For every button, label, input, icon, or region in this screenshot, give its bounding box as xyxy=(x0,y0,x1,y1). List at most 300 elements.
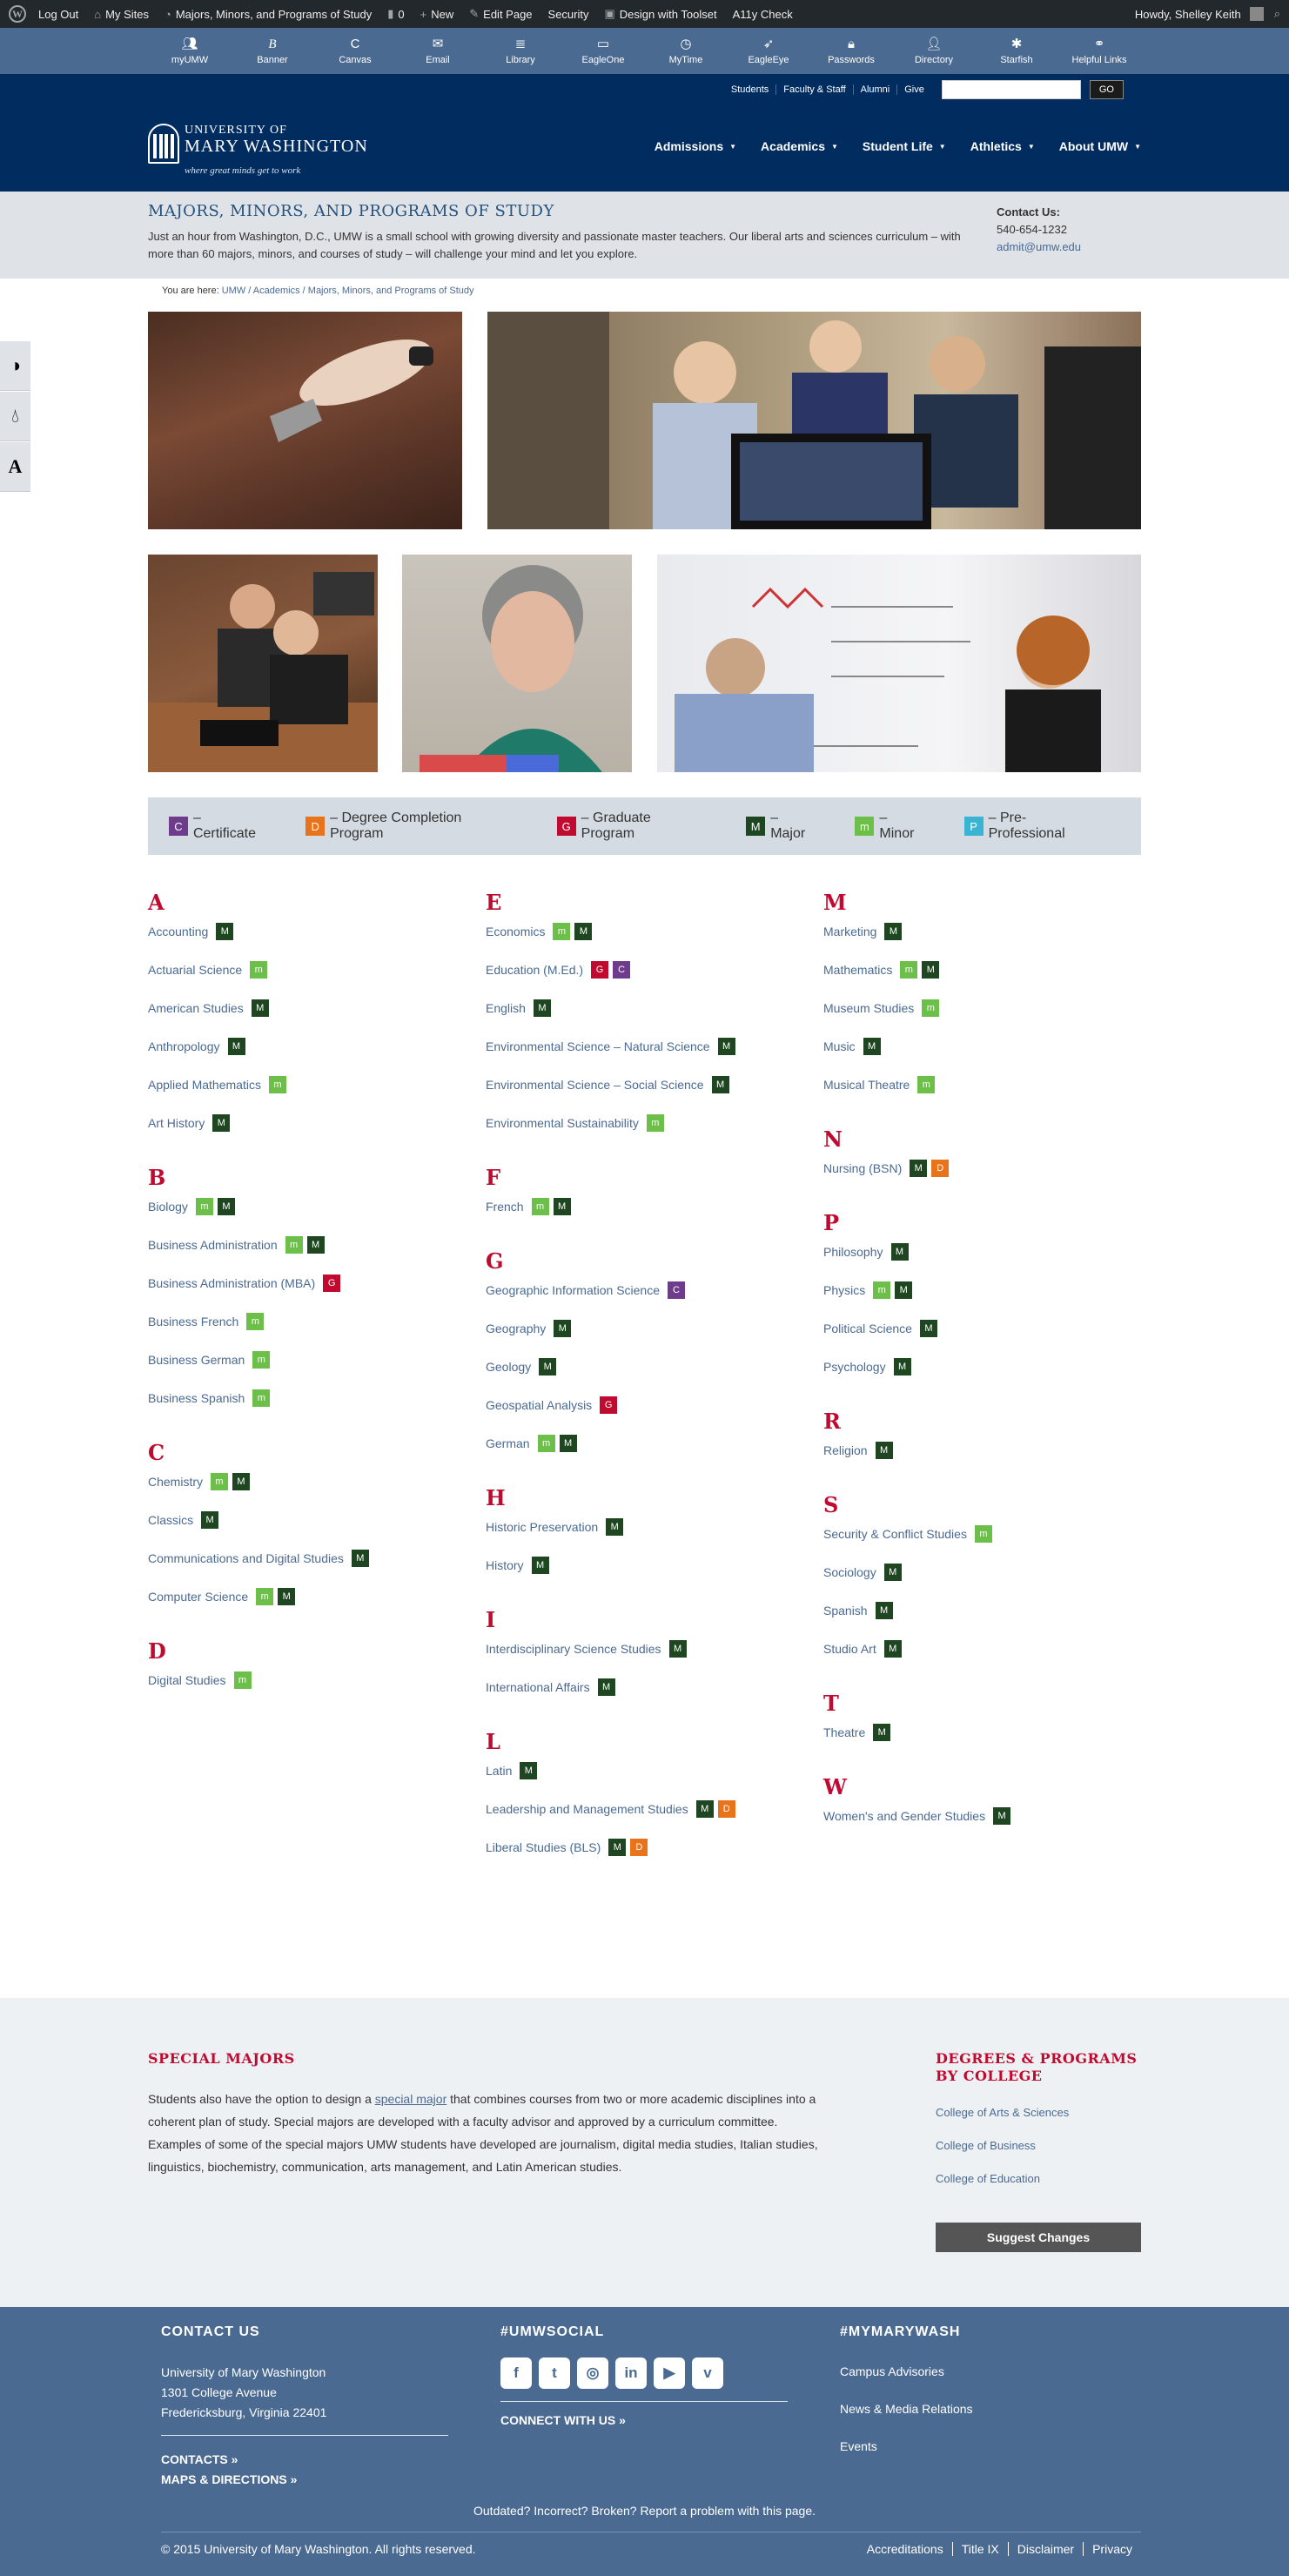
youtube-icon[interactable]: ▶ xyxy=(654,2357,685,2389)
badge-graduate: G xyxy=(323,1275,340,1292)
program-item xyxy=(486,1839,816,1887)
banner-icon: B xyxy=(268,37,277,51)
legal-links xyxy=(858,2542,1141,2556)
footer-mymarywash xyxy=(840,2324,1127,2475)
program-link[interactable]: Philosophy xyxy=(823,1245,883,1259)
badge-minor: m xyxy=(250,961,267,979)
letter-heading: C xyxy=(148,1440,165,1465)
badge-major: M xyxy=(712,1076,729,1093)
program-link[interactable]: Interdisciplinary Science Studies xyxy=(486,1642,661,1656)
breadcrumb xyxy=(162,286,474,296)
program-link[interactable]: Sociology xyxy=(823,1565,876,1579)
badge-pre-professional: P xyxy=(964,817,984,836)
toolset-icon: ▣ xyxy=(604,7,615,20)
students-tv-illustration xyxy=(487,312,1141,529)
admin-my-sites[interactable]: ⌂ My Sites xyxy=(94,7,149,21)
program-link[interactable]: English xyxy=(486,1001,526,1015)
page-title: MAJORS, MINORS, AND PROGRAMS OF STUDY xyxy=(148,202,554,220)
columns-logo-icon xyxy=(148,124,179,164)
nav-admissions[interactable]: Admissions ▼ xyxy=(654,139,737,153)
quicklink-helpful-links[interactable]: ⚭ Helpful Links xyxy=(1058,37,1141,65)
badge-minor: m xyxy=(855,817,874,836)
quicklink-mytime[interactable]: ◷ MyTime xyxy=(645,37,728,65)
breadcrumb-current: Majors, Minors, and Programs of Study xyxy=(307,286,474,296)
program-link[interactable]: Liberal Studies (BLS) xyxy=(486,1840,601,1854)
program-link[interactable]: Anthropology xyxy=(148,1039,220,1053)
report-problem-link[interactable]: Outdated? Incorrect? Broken? Report a problem with this page. xyxy=(473,2504,816,2518)
program-link[interactable]: Geography xyxy=(486,1322,547,1335)
letter-heading: I xyxy=(486,1607,496,1632)
admin-comments[interactable]: ▮ 0 xyxy=(387,7,405,21)
site-footer xyxy=(0,2307,1289,2576)
badge-minor: m xyxy=(252,1351,270,1369)
comment-icon: ▮ xyxy=(387,7,394,20)
program-link[interactable]: Women's and Gender Studies xyxy=(823,1809,986,1823)
badge-major: M xyxy=(352,1550,369,1567)
email-icon: ✉ xyxy=(432,36,444,51)
search-input[interactable] xyxy=(942,80,1081,99)
badge-major: M xyxy=(873,1724,890,1741)
admin-site-name[interactable]: ◔ Majors, Minors, and Programs of Study xyxy=(164,7,373,21)
badge-major: M xyxy=(218,1198,235,1215)
badge-degree-completion: D xyxy=(931,1160,949,1177)
photo-professor-portrait xyxy=(402,555,632,772)
breadcrumb-umw[interactable]: UMW xyxy=(221,286,246,296)
vimeo-icon[interactable]: v xyxy=(692,2357,723,2389)
footer-campus-advisories-link[interactable]: Campus Advisories xyxy=(840,2364,944,2378)
letter-heading: T xyxy=(823,1691,839,1716)
program-item xyxy=(148,1275,479,1313)
program-link[interactable]: Business Administration (MBA) xyxy=(148,1276,316,1290)
admin-avatar[interactable] xyxy=(1250,7,1264,21)
program-link[interactable]: Business German xyxy=(148,1353,245,1367)
admin-bar xyxy=(0,0,1289,28)
social-icons xyxy=(500,2357,788,2389)
badge-major: M xyxy=(746,817,765,836)
font-size-icon[interactable]: A xyxy=(0,442,30,492)
caret-down-icon: ▼ xyxy=(729,142,737,151)
eagle-icon: ➶ xyxy=(762,36,775,51)
page-intro: Just an hour from Washington, D.C., UMW is a small school with growing diversity and passionate master teachers. Our liberal arts and sciences curriculum – with more than 60 majors, minors, and courses of study – will challenge your mind and let you explore. xyxy=(148,230,961,260)
program-item xyxy=(486,1320,816,1358)
logo-line-1: UNIVERSITY OF xyxy=(185,124,287,137)
badge-minor: m xyxy=(269,1076,286,1093)
program-item xyxy=(486,999,816,1038)
badge-major: M xyxy=(718,1038,735,1055)
program-link[interactable]: Latin xyxy=(486,1764,513,1778)
program-link[interactable]: Theatre xyxy=(823,1725,866,1739)
program-item xyxy=(486,961,816,999)
program-link[interactable]: Museum Studies xyxy=(823,1001,915,1015)
computer-lab-illustration xyxy=(148,555,378,772)
program-item xyxy=(823,1038,1154,1076)
badge-major: M xyxy=(884,923,902,940)
program-legend xyxy=(148,797,1141,855)
badge-major: M xyxy=(212,1114,230,1132)
program-item xyxy=(823,1281,1154,1320)
program-link[interactable]: Actuarial Science xyxy=(148,963,243,977)
nav-academics[interactable]: Academics ▼ xyxy=(761,139,838,153)
quicklink-myumw[interactable]: 👥︎ myUMW xyxy=(149,37,232,65)
degrees-by-college xyxy=(936,2050,1145,2185)
footer-maps-link[interactable]: MAPS & DIRECTIONS » xyxy=(161,2472,298,2486)
badge-major: M xyxy=(228,1038,245,1055)
degrees-heading: DEGREES & PROGRAMS BY COLLEGE xyxy=(936,2050,1138,2084)
college-education-link[interactable]: College of Education xyxy=(936,2172,1040,2185)
program-link[interactable]: Spanish xyxy=(823,1604,868,1618)
badge-major: M xyxy=(876,1442,893,1459)
letter-heading: D xyxy=(148,1638,166,1664)
program-link[interactable]: Leadership and Management Studies xyxy=(486,1802,688,1816)
starfish-icon: ✱ xyxy=(1010,36,1023,51)
privacy-link[interactable]: Privacy xyxy=(1083,2542,1141,2556)
footer-social-heading: #UMWSOCIAL xyxy=(500,2324,605,2339)
badge-major: M xyxy=(554,1320,571,1337)
clock-icon: ◷ xyxy=(680,36,692,51)
letter-heading: R xyxy=(823,1409,841,1434)
letter-heading: B xyxy=(148,1165,166,1190)
special-majors xyxy=(148,2050,827,2178)
page-header xyxy=(0,192,1289,279)
program-column-3 xyxy=(823,888,1154,1856)
search-go-button[interactable]: GO xyxy=(1090,80,1124,99)
program-item xyxy=(823,1564,1154,1602)
accreditations-link[interactable]: Accreditations xyxy=(866,2542,943,2556)
program-item xyxy=(148,1038,479,1076)
caret-down-icon: ▼ xyxy=(1134,142,1141,151)
quicklink-directory[interactable]: 👤︎ Directory xyxy=(893,37,976,65)
quicklink-canvas[interactable]: C Canvas xyxy=(314,37,397,65)
program-link[interactable]: Geology xyxy=(486,1360,532,1374)
badge-major: M xyxy=(539,1358,556,1375)
program-item xyxy=(823,1160,1154,1208)
nav-athletics[interactable]: Athletics ▼ xyxy=(970,139,1035,153)
program-item xyxy=(823,1602,1154,1640)
pencil-icon: ✎ xyxy=(469,7,480,20)
house-icon: ⌂ xyxy=(94,7,102,21)
program-link[interactable]: Education (M.Ed.) xyxy=(486,963,584,977)
college-arts-sciences-link[interactable]: College of Arts & Sciences xyxy=(936,2106,1070,2119)
badge-minor: m xyxy=(553,923,570,940)
footer-events-link[interactable]: Events xyxy=(840,2439,877,2453)
badge-major: M xyxy=(252,999,269,1017)
program-link[interactable]: Security & Conflict Studies xyxy=(823,1527,967,1541)
badge-major: M xyxy=(922,961,939,979)
program-item xyxy=(486,923,816,961)
program-link[interactable]: Chemistry xyxy=(148,1475,204,1489)
program-link[interactable]: Computer Science xyxy=(148,1590,249,1604)
program-item xyxy=(148,1671,479,1720)
program-link[interactable]: Mathematics xyxy=(823,963,893,977)
caret-down-icon: ▼ xyxy=(830,142,838,151)
special-majors-text: Students also have the option to design a special major that combines courses from two or more academic disciplines into a coherent plan of study. Special majors are developed with a faculty advisor and approved by a curriculum committee. Examples of some of the special majors UMW students have developed are journalism, digital media studies, Italian studies, linguistics, biochemistry, communication, arts management, and Latin American studies. xyxy=(148,2092,818,2174)
program-link[interactable]: Business Spanish xyxy=(148,1391,245,1405)
quicklink-eagleeye[interactable]: ➶ EagleEye xyxy=(728,37,810,65)
main-header xyxy=(0,104,1289,192)
canvas-icon: C xyxy=(350,36,360,51)
dashboard-icon: ◔ xyxy=(164,7,171,21)
copyright: © 2015 University of Mary Washington. All rights reserved. xyxy=(161,2542,476,2556)
suggest-changes-button[interactable]: Suggest Changes xyxy=(936,2223,1141,2252)
photo-computer-lab xyxy=(148,555,378,772)
special-major-link[interactable]: special major xyxy=(374,2092,447,2106)
contact-heading: Contact Us: xyxy=(997,205,1060,219)
program-link[interactable]: Business French xyxy=(148,1315,239,1328)
badge-minor: m xyxy=(246,1313,264,1330)
program-link[interactable]: Nursing (BSN) xyxy=(823,1161,903,1175)
program-item xyxy=(823,1640,1154,1689)
letter-heading: M xyxy=(823,890,847,915)
admin-a11y-check[interactable]: A11y Check xyxy=(732,7,793,21)
program-link[interactable]: International Affairs xyxy=(486,1680,590,1694)
legend-pre-professional: P – Pre-Professional xyxy=(964,810,1103,842)
program-link[interactable]: Musical Theatre xyxy=(823,1078,910,1092)
admin-howdy[interactable]: Howdy, Shelley Keith xyxy=(1134,7,1241,21)
photo-soil-sample xyxy=(148,312,462,529)
badge-major: M xyxy=(920,1320,937,1337)
books-icon: ≣ xyxy=(514,36,527,51)
admin-new[interactable]: + New xyxy=(420,7,454,21)
badge-minor: m xyxy=(234,1671,252,1689)
program-item xyxy=(486,1396,816,1435)
linkedin-icon[interactable]: in xyxy=(615,2357,647,2389)
program-item xyxy=(148,1114,479,1163)
program-item xyxy=(823,1076,1154,1125)
program-link[interactable]: Physics xyxy=(823,1283,866,1297)
program-item xyxy=(486,1557,816,1605)
program-item xyxy=(486,1114,816,1163)
umw-logo[interactable] xyxy=(148,124,368,176)
professor-portrait-illustration xyxy=(402,555,632,772)
program-item xyxy=(148,1389,479,1438)
badge-major: M xyxy=(216,923,233,940)
program-item xyxy=(486,1762,816,1800)
footer-divider xyxy=(500,2401,788,2402)
program-link[interactable]: Studio Art xyxy=(823,1642,876,1656)
primary-nav xyxy=(630,139,1141,153)
footer-contacts-link[interactable]: CONTACTS » xyxy=(161,2452,238,2466)
photo-whiteboard xyxy=(657,555,1141,772)
wordpress-logo-icon[interactable]: W xyxy=(9,5,26,23)
badge-major: M xyxy=(606,1518,623,1536)
letter-heading: S xyxy=(823,1492,839,1517)
program-item xyxy=(148,923,479,961)
program-item xyxy=(823,961,1154,999)
program-link[interactable]: Environmental Sustainability xyxy=(486,1116,639,1130)
program-item xyxy=(148,1076,479,1114)
badge-graduate: G xyxy=(600,1396,617,1414)
program-item xyxy=(148,1588,479,1637)
utility-link-alumni[interactable]: Alumni xyxy=(854,84,898,95)
program-link[interactable]: Accounting xyxy=(148,925,209,938)
quicklink-starfish[interactable]: ✱ Starfish xyxy=(976,37,1058,65)
badge-major: M xyxy=(307,1236,325,1254)
breadcrumb-separator: / xyxy=(302,286,305,296)
photo-students-tv xyxy=(487,312,1141,529)
badge-major: M xyxy=(278,1588,295,1605)
program-item xyxy=(486,1678,816,1727)
program-link[interactable]: Religion xyxy=(823,1443,868,1457)
program-link[interactable]: Geospatial Analysis xyxy=(486,1398,593,1412)
title-ix-link[interactable]: Title IX xyxy=(952,2542,1008,2556)
letter-heading: N xyxy=(823,1127,843,1152)
program-item xyxy=(148,1351,479,1389)
program-link[interactable]: Communications and Digital Studies xyxy=(148,1551,344,1565)
program-item xyxy=(823,1243,1154,1281)
program-link[interactable]: Music xyxy=(823,1039,856,1053)
disclaimer-link[interactable]: Disclaimer xyxy=(1008,2542,1083,2556)
facebook-icon[interactable]: f xyxy=(500,2357,532,2389)
nav-student-life[interactable]: Student Life ▼ xyxy=(862,139,946,153)
program-link[interactable]: Marketing xyxy=(823,925,877,938)
breadcrumb-prefix: You are here: xyxy=(162,286,219,296)
drop-icon[interactable]: 💧︎ xyxy=(0,392,30,441)
twitter-icon[interactable]: t xyxy=(539,2357,570,2389)
footer-divider xyxy=(161,2435,448,2436)
program-link[interactable]: Applied Mathematics xyxy=(148,1078,261,1092)
program-item xyxy=(486,1800,816,1839)
program-link[interactable]: Biology xyxy=(148,1200,188,1214)
program-link[interactable]: Environmental Science – Natural Science xyxy=(486,1039,710,1053)
person-icon: 👤︎ xyxy=(925,36,943,51)
letter-heading: P xyxy=(823,1210,840,1235)
program-item xyxy=(486,1281,816,1320)
utility-link-give[interactable]: Give xyxy=(904,84,924,95)
admin-logout[interactable]: Log Out xyxy=(38,7,79,21)
footer-connect-link[interactable]: CONNECT WITH US » xyxy=(500,2413,626,2427)
badge-degree-completion: D xyxy=(305,817,325,836)
program-item xyxy=(148,1473,479,1511)
program-item xyxy=(486,1640,816,1678)
program-link[interactable]: Political Science xyxy=(823,1322,912,1335)
badge-minor: m xyxy=(975,1525,992,1543)
program-link[interactable]: German xyxy=(486,1436,530,1450)
breadcrumb-separator: / xyxy=(248,286,252,296)
badge-major: M xyxy=(598,1678,615,1696)
badge-major: M xyxy=(520,1762,537,1779)
college-business-link[interactable]: College of Business xyxy=(936,2139,1036,2152)
utility-link-students[interactable]: Students xyxy=(724,84,776,95)
badge-minor: m xyxy=(285,1236,303,1254)
program-link[interactable]: Psychology xyxy=(823,1360,886,1374)
badge-minor: m xyxy=(196,1198,213,1215)
letter-heading: A xyxy=(148,890,164,915)
contact-phone[interactable]: 540-654-1232 xyxy=(997,223,1067,236)
program-link[interactable]: History xyxy=(486,1558,524,1572)
people-icon: 👥︎ xyxy=(181,36,198,51)
legend-major: M – Major xyxy=(746,810,816,842)
badge-certificate: C xyxy=(613,961,630,979)
badge-minor: m xyxy=(538,1435,555,1452)
badge-major: M xyxy=(884,1564,902,1581)
badge-major: M xyxy=(894,1358,911,1375)
program-item xyxy=(486,1076,816,1114)
utility-link-faculty-staff[interactable]: Faculty & Staff xyxy=(776,84,853,95)
legend-graduate: G – Graduate Program xyxy=(557,810,708,842)
quicklink-eagleone[interactable]: ▭ EagleOne xyxy=(562,37,645,65)
program-link[interactable]: American Studies xyxy=(148,1001,244,1015)
search-icon[interactable]: ⌕ xyxy=(1273,7,1280,20)
footer-mymarywash-heading: #MYMARYWASH xyxy=(840,2324,961,2339)
contact-box xyxy=(997,204,1081,256)
admin-security[interactable]: Security xyxy=(547,7,589,21)
program-item xyxy=(148,1198,479,1236)
badge-minor: m xyxy=(256,1588,273,1605)
program-item xyxy=(823,1320,1154,1358)
program-item xyxy=(148,1236,479,1275)
letter-heading: W xyxy=(823,1774,847,1799)
program-item xyxy=(823,923,1154,961)
legend-certificate: C – Certificate xyxy=(169,810,267,842)
program-link[interactable]: Business Administration xyxy=(148,1238,278,1252)
utility-bar xyxy=(0,73,1289,104)
program-item xyxy=(823,1807,1154,1856)
program-link[interactable]: Art History xyxy=(148,1116,205,1130)
quicklink-email[interactable]: ✉ Email xyxy=(397,37,480,65)
admin-edit-page[interactable]: ✎ Edit Page xyxy=(469,7,533,21)
badge-certificate: C xyxy=(169,817,188,836)
program-item xyxy=(148,1313,479,1351)
badge-major: M xyxy=(895,1281,912,1299)
quicklink-library[interactable]: ≣ Library xyxy=(480,37,562,65)
badge-degree-completion: D xyxy=(630,1839,648,1856)
instagram-icon[interactable]: ◎ xyxy=(577,2357,608,2389)
plus-icon: + xyxy=(420,7,427,21)
program-link[interactable]: Economics xyxy=(486,925,546,938)
badge-major: M xyxy=(201,1511,218,1529)
logo-line-2: MARY WASHINGTON xyxy=(185,137,368,156)
badge-major: M xyxy=(534,999,551,1017)
breadcrumb-academics[interactable]: Academics xyxy=(252,286,300,296)
program-link[interactable]: Digital Studies xyxy=(148,1673,226,1687)
badge-graduate: G xyxy=(557,817,576,836)
badge-minor: m xyxy=(647,1114,664,1132)
program-item xyxy=(823,1525,1154,1564)
program-link[interactable]: Environmental Science – Social Science xyxy=(486,1078,704,1092)
legend-minor: m – Minor xyxy=(855,810,925,842)
quicklink-passwords[interactable]: 🔒︎ Passwords xyxy=(810,37,893,65)
program-link[interactable]: French xyxy=(486,1200,524,1214)
badge-major: M xyxy=(910,1160,927,1177)
badge-minor: m xyxy=(922,999,939,1017)
nav-about-umw[interactable]: About UMW ▼ xyxy=(1058,139,1141,153)
badge-certificate: C xyxy=(668,1281,685,1299)
quicklink-banner[interactable]: B Banner xyxy=(232,37,314,65)
program-link[interactable]: Classics xyxy=(148,1513,194,1527)
badge-major: M xyxy=(876,1602,893,1619)
program-item xyxy=(148,1511,479,1550)
admin-toolset[interactable]: ▣ Design with Toolset xyxy=(604,7,717,21)
program-link[interactable]: Geographic Information Science xyxy=(486,1283,660,1297)
program-item xyxy=(486,1358,816,1396)
badge-minor: m xyxy=(532,1198,549,1215)
program-link[interactable]: Historic Preservation xyxy=(486,1520,599,1534)
contrast-icon[interactable]: ◑ xyxy=(0,341,30,391)
contact-email[interactable]: admit@umw.edu xyxy=(997,240,1082,253)
caret-down-icon: ▼ xyxy=(1027,142,1035,151)
program-item xyxy=(823,1358,1154,1407)
letter-heading: F xyxy=(486,1165,501,1190)
soil-sample-illustration xyxy=(148,312,462,529)
letter-heading: E xyxy=(486,890,502,915)
program-item xyxy=(486,1435,816,1483)
program-column-1 xyxy=(148,888,479,1720)
badge-minor: m xyxy=(900,961,917,979)
program-item xyxy=(823,999,1154,1038)
footer-news-media-link[interactable]: News & Media Relations xyxy=(840,2402,973,2416)
badge-graduate: G xyxy=(591,961,608,979)
letter-heading: L xyxy=(486,1729,500,1754)
